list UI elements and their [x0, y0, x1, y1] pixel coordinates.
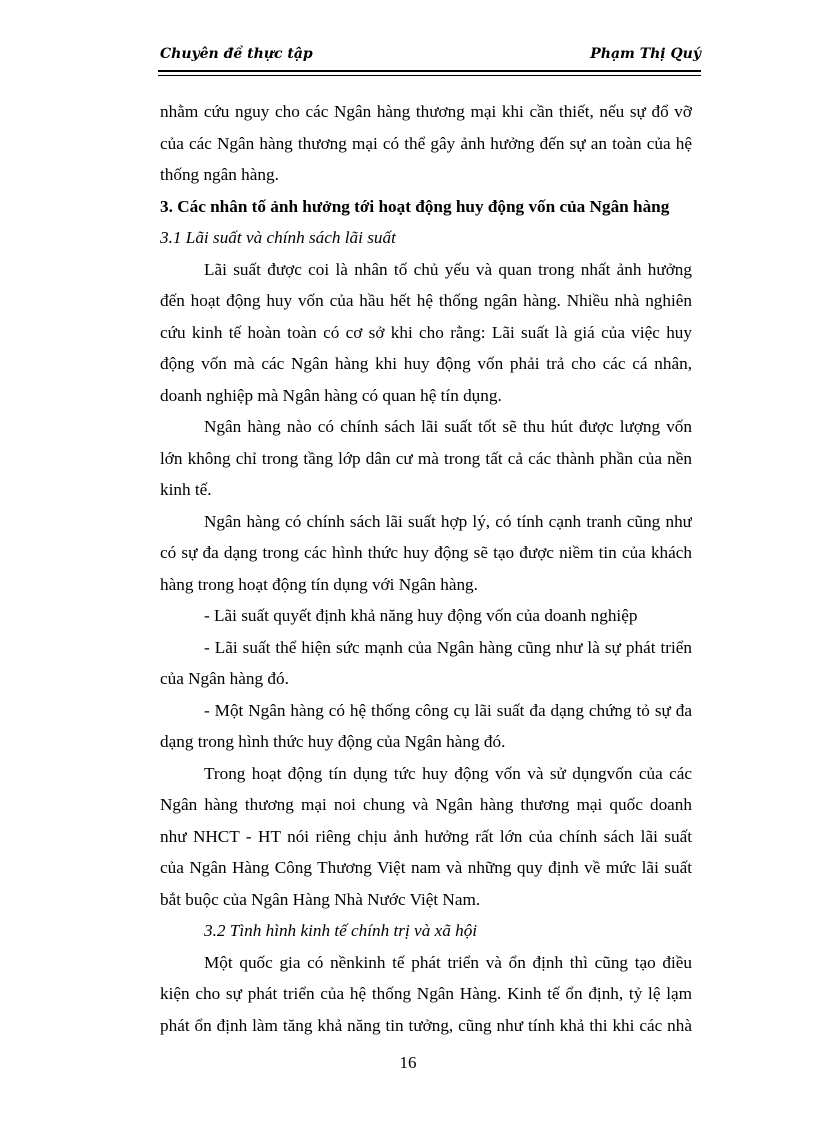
text-line: Một quốc gia có nềnkinh tế phát triển và ổn định thì cũng tạo điều — [204, 952, 692, 972]
text-line: của các Ngân hàng thương mại có thể gây ảnh hưởng đến sự an toàn của hệ — [160, 133, 692, 153]
text-line: thống ngân hàng. — [160, 165, 279, 184]
text-line: như NHCT - HT nói riêng chịu ảnh hưởng rất lớn của chính sách lãi suất — [160, 826, 692, 846]
list-item: - Một Ngân hàng có hệ thống công cụ lãi suất đa dạng chứng tỏ sự đa — [204, 700, 692, 720]
body-text — [160, 96, 692, 1041]
text-line: bắt buộc của Ngân Hàng Nhà Nước Việt Nam. — [160, 889, 481, 909]
text-line: động vốn mà các Ngân hàng khi huy động vốn phải trả cho các cá nhân, — [160, 354, 692, 373]
text-line: hàng trong hoạt động tín dụng với Ngân hàng. — [160, 574, 478, 594]
text-line: Ngân hàng có chính sách lãi suất hợp lý, có tính cạnh tranh cũng như — [204, 511, 692, 531]
text-line: nhằm cứu nguy cho các Ngân hàng thương mại khi cần thiết, nếu sự đổ vỡ — [160, 102, 692, 121]
text-line: Lãi suất được coi là nhân tố chủ yếu và quan trong nhất ảnh hưởng — [204, 259, 692, 279]
header-author: Phạm Thị Quý — [590, 46, 701, 62]
text-line: Trong hoạt động tín dụng tức huy động vốn và sử dụngvốn của các — [204, 763, 692, 783]
subsection-heading: 3.1 Lãi suất và chính sách lãi suất — [160, 228, 396, 247]
text-line: doanh nghiệp mà Ngân hàng có quan hệ tín dụng. — [160, 385, 502, 405]
header-rule-thin — [158, 75, 701, 76]
header-title: Chuyên đề thực tập — [160, 46, 313, 62]
text-line: đến hoạt động huy vốn của hầu hết hệ thống ngân hàng. Nhiều nhà nghiên — [160, 291, 692, 310]
text-line: dạng trong hình thức huy động của Ngân hàng đó. — [160, 732, 506, 751]
header-rule-thick — [158, 70, 701, 72]
text-line: của Ngân Hàng Công Thương Việt nam và những quy định về mức lãi suất — [160, 858, 692, 877]
list-item: - Lãi suất quyết định khả năng huy động vốn của doanh nghiệp — [204, 606, 638, 625]
text-line: có sự đa dạng trong các hình thức huy động sẽ tạo được niềm tin của khách — [160, 543, 692, 562]
subsection-heading: 3.2 Tình hình kinh tế chính trị và xã hội — [204, 921, 478, 940]
page-number: 16 — [399, 1053, 417, 1072]
text-line: của Ngân hàng đó. — [160, 669, 289, 688]
text-line: Ngân hàng thương mại noi chung và Ngân hàng thương mại quốc doanh — [160, 795, 692, 814]
section-heading: 3. Các nhân tố ảnh hưởng tới hoạt động huy động vốn của Ngân hàng — [160, 196, 670, 216]
text-line: phát ổn định làm tăng khả năng tin tưởng, cũng như tính khả thi khi các nhà — [160, 1015, 692, 1035]
text-line: cứu kinh tế hoàn toàn có cơ sở khi cho rằng: Lãi suất là giá của việc huy — [160, 322, 692, 342]
text-line: kiện cho sự phát triển của hệ thống Ngân Hàng. Kinh tế ổn định, tỷ lệ lạm — [160, 984, 692, 1003]
list-item: - Lãi suất thể hiện sức mạnh của Ngân hàng cũng như là sự phát triển — [204, 637, 692, 657]
running-header — [160, 46, 701, 68]
text-line: Ngân hàng nào có chính sách lãi suất tốt sẽ thu hút được lượng vốn — [204, 417, 692, 436]
text-line: kinh tế. — [160, 480, 212, 499]
text-line: lớn không chỉ trong tầng lớp dân cư mà trong tất cả các thành phần của nền — [160, 448, 692, 468]
